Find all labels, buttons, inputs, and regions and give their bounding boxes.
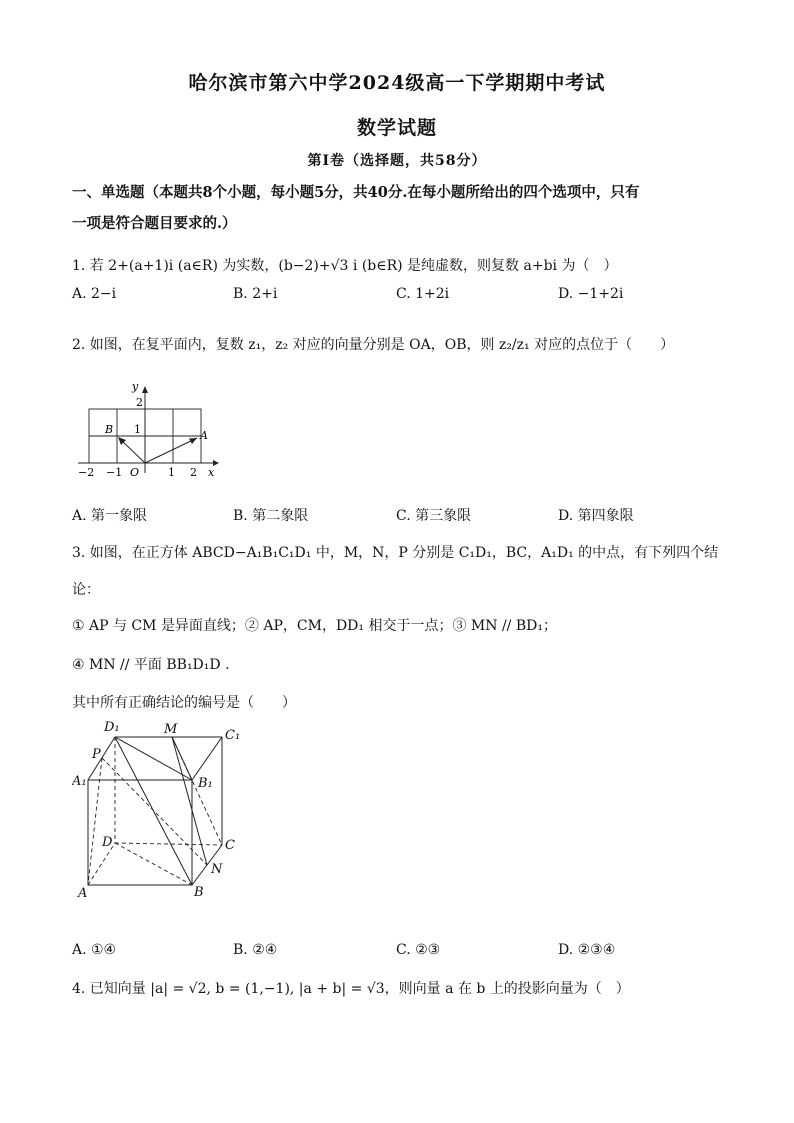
segment-PN-hidden: [102, 758, 207, 865]
complex-plane-figure: [72, 380, 232, 480]
q1-option-a: A. 2−i: [72, 286, 117, 302]
q2-option-b: B. 第二象限: [233, 508, 309, 524]
point-B-label: B: [105, 423, 114, 436]
section-heading-line2: 一项是符合题目要求的.）: [72, 215, 237, 232]
label-C1: C₁: [225, 728, 241, 743]
q3-option-b: B. ②④: [233, 942, 278, 958]
q2-option-c: C. 第三象限: [396, 508, 472, 524]
q3-option-d: D. ②③④: [558, 942, 616, 958]
origin-label: O: [130, 466, 140, 479]
point-A-label: A: [200, 429, 208, 442]
label-P: P: [92, 747, 101, 762]
q3-statements-line1: ① AP 与 CM 是异面直线；② AP，CM，DD₁ 相交于一点；③ MN // BD₁；: [72, 618, 557, 634]
x-tick-2: 2: [190, 466, 197, 479]
q1-stem: 1. 若 2+(a+1)i (a∈R) 为实数，(b−2)+√3 i (b∈R) 是纯虚数，则复数 a+bi 为（ ）: [72, 258, 618, 274]
label-D: D: [102, 835, 113, 850]
vector-OA: [145, 438, 197, 463]
x-tick-1: 1: [168, 466, 175, 479]
label-A: A: [78, 886, 88, 901]
volume-heading: 第Ⅰ卷（选择题，共58分）: [307, 153, 487, 169]
q3-statements-line2: ④ MN // 平面 BB₁D₁D .: [72, 657, 230, 673]
label-B: B: [194, 885, 204, 900]
segment-DB-hidden: [115, 843, 192, 885]
cube-front-face: [88, 780, 192, 885]
section-heading-line1: 一、单选题（本题共8个小题，每小题5分，共40分.在每小题所给出的四个选项中，只有: [72, 184, 640, 201]
q3-option-c: C. ②③: [396, 942, 441, 958]
q1-option-d: D. −1+2i: [558, 286, 624, 302]
x-tick-neg2: −2: [78, 466, 95, 479]
q1-option-b: B. 2+i: [233, 286, 278, 302]
q2-option-a: A. 第一象限: [72, 508, 148, 524]
cube-figure: [72, 715, 252, 905]
label-D1: D₁: [104, 720, 120, 735]
label-M: M: [164, 722, 178, 737]
edge-DC-hidden: [115, 843, 222, 845]
q1-option-c: C. 1+2i: [396, 286, 450, 302]
label-A1: A₁: [72, 774, 87, 789]
y-axis-arrow-icon: [142, 386, 148, 393]
q3-question: 其中所有正确结论的编号是（ ）: [72, 695, 296, 711]
y-axis-label: y: [132, 380, 139, 393]
exam-subtitle: 数学试题: [356, 117, 437, 139]
x-tick-neg1: −1: [106, 466, 123, 479]
y-tick-1: 1: [134, 423, 141, 436]
q4-stem: 4. 已知向量 |a| = √2, b = (1,−1), |a + b| = √3，则向量 a 在 b 上的投影向量为（ ）: [72, 981, 630, 997]
vector-OB: [120, 439, 145, 463]
q3-stem-line1: 3. 如图，在正方体 ABCD−A₁B₁C₁D₁ 中，M，N，P 分别是 C₁D₁，BC，A₁D₁ 的中点，有下列四个结: [72, 545, 719, 561]
q2-stem: 2. 如图，在复平面内，复数 z₁，z₂ 对应的向量分别是 OA，OB，则 z₂/z₁ 对应的点位于（ ）: [72, 337, 675, 353]
q2-option-d: D. 第四象限: [558, 508, 634, 524]
exam-title: 哈尔滨市第六中学2024级高一下学期期中考试: [188, 72, 606, 94]
label-B1: B₁: [198, 776, 213, 791]
x-axis-label: x: [208, 466, 215, 479]
y-tick-2: 2: [136, 396, 143, 409]
label-C: C: [225, 838, 235, 853]
q3-stem-line2: 论：: [72, 582, 100, 598]
q3-option-a: A. ①④: [72, 942, 117, 958]
label-N: N: [211, 862, 223, 877]
edge-C1B1: [192, 737, 222, 780]
